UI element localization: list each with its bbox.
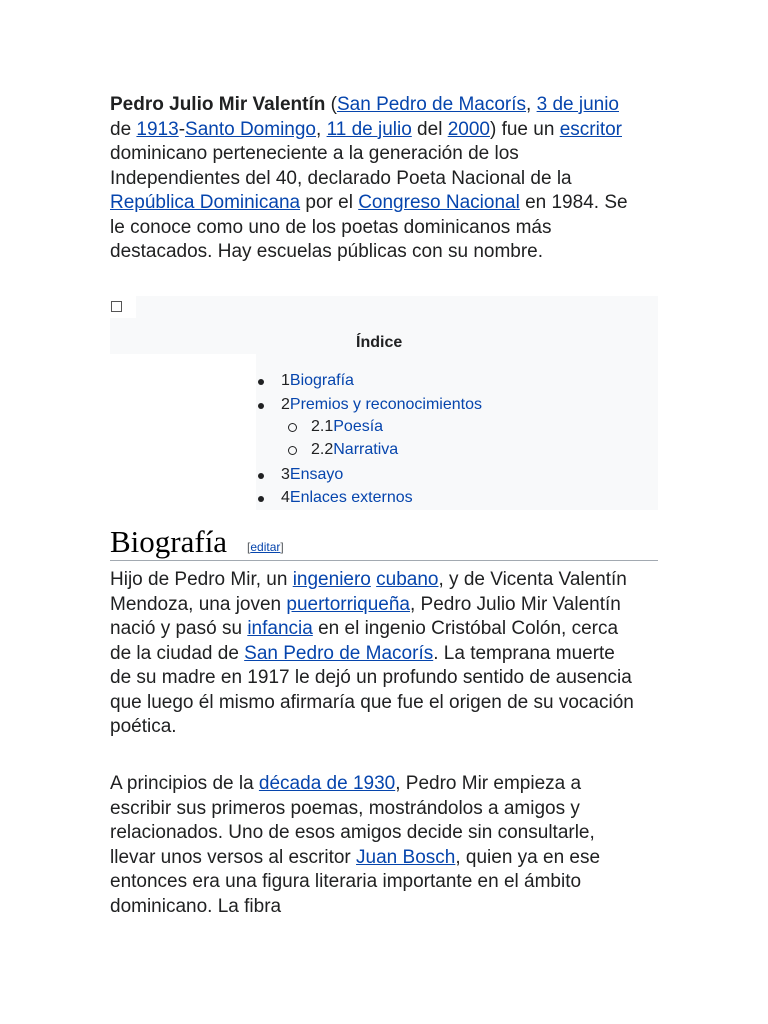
bullet-icon <box>258 379 264 385</box>
link-birthyear[interactable]: 1913 <box>136 118 179 140</box>
link-san-pedro-de-macoris[interactable]: San Pedro de Macorís <box>244 642 434 664</box>
edit-link[interactable]: editar <box>250 540 281 554</box>
toc-toggle-checkbox[interactable] <box>111 301 122 312</box>
bullet-icon <box>258 473 264 479</box>
section-heading-text: Biografía <box>110 524 228 559</box>
toc-link-narrativa[interactable]: Narrativa <box>333 441 399 458</box>
article-page: Pedro Julio Mir Valentín (San Pedro de Macorís, 3 de junio de 1913-Santo Domingo, 11 de julio del 2000) fue un escritor dominicano perteneciente a la generación de los Independientes del 40, declarado Poeta Nacional de la República Dominicana por el Congreso Nacional en 1984. Se le conoce como uno de los poetas dominicanos más destacados. Hay escuelas públicas con su nombre. Índice 1Biografía 2Premios y reconocimientos 2.1Poesía 2.2Narrativa 3Ensayo 4Enlaces externos Biografía [editar] Hijo de Pedro Mir, un ingeniero cubano, y de Vicenta Valentín Mendoza, una joven puertorriqueña, Pedro Julio Mir Valentín nació y pasó su infancia en el ingenio Cristóbal Colón, cerca de la ciudad de San Pedro de Macorís. La temprana muerte de su madre en 1917 le dejó un profundo sentido de ausencia que luego él mismo afirmaría que fue el origen de su vocación poética. A principios de la década de 1930, Pedro Mir empieza a escribir sus primeros poemas, mostrándolos a amigos y relacionados. Uno de esos amigos decide sin consultarle, llevar unos versos al escritor Juan Bosch, quien ya en ese entonces era una figura literaria importante en el ámbito dominicano. La fibra <box>0 0 768 1024</box>
link-country[interactable]: República Dominicana <box>110 192 301 213</box>
bullet-icon <box>258 496 264 502</box>
bullet-icon <box>258 403 264 409</box>
edit-section: [editar] <box>247 540 284 554</box>
toc-link-enlaces[interactable]: Enlaces externos <box>289 489 413 506</box>
link-deathplace[interactable]: Santo Domingo <box>185 118 316 140</box>
section-heading-biografia <box>110 524 658 561</box>
toc-link-ensayo[interactable]: Ensayo <box>289 466 344 483</box>
toc-link-premios[interactable]: Premios y reconocimientos <box>289 396 482 413</box>
link-puertorriquena[interactable]: puertorriqueña <box>286 593 410 615</box>
subject-name: Pedro Julio Mir Valentín <box>110 94 326 115</box>
intro-paragraph: Pedro Julio Mir Valentín (San Pedro de Macorís, 3 de junio de 1913-Santo Domingo, 11 de julio del 2000) fue un escritor dominicano perteneciente a la generación de los Independientes del 40, declarado Poeta Nacional de la República Dominicana por el Congreso Nacional en 1984. Se le conoce como uno de los poetas dominicanos más destacados. Hay escuelas públicas con su nombre. <box>110 94 628 262</box>
link-writer[interactable]: escritor <box>559 118 622 140</box>
link-juan-bosch[interactable]: Juan Bosch <box>356 846 456 868</box>
toc-link-biografia[interactable]: Biografía <box>289 372 354 389</box>
link-birthplace[interactable]: San Pedro de Macorís <box>336 94 527 115</box>
bio-paragraph-2: A principios de la década de 1930, Pedro Mir empieza a escribir sus primeros poemas, mostrándolos a amigos y relacionados. Uno de esos amigos decide sin consultarle, llevar unos versos al escritor Juan Bosch, quien ya en ese entonces era una figura literaria importante en el ámbito dominicano. La fibra <box>110 773 601 917</box>
link-engineer[interactable]: ingeniero <box>292 569 371 590</box>
link-decada-1930[interactable]: década de 1930 <box>258 773 396 794</box>
toc-link-poesia[interactable]: Poesía <box>333 418 384 435</box>
bio-paragraph-1: Hijo de Pedro Mir, un ingeniero cubano, y de Vicenta Valentín Mendoza, una joven puertorriqueña, Pedro Julio Mir Valentín nació y pasó su infancia en el ingenio Cristóbal Colón, cerca de la ciudad de San Pedro de Macorís. La temprana muerte de su madre en 1917 le dejó un profundo sentido de ausencia que luego él mismo afirmaría que fue el origen de su vocación poética. <box>110 569 634 737</box>
link-infancia[interactable]: infancia <box>247 618 313 639</box>
circle-bullet-icon <box>288 446 297 455</box>
toc-title: Índice <box>356 334 403 351</box>
link-deathday[interactable]: 11 de julio <box>326 118 412 140</box>
link-birthday[interactable]: 3 de junio <box>536 94 619 115</box>
link-deathyear[interactable]: 2000 <box>447 118 490 140</box>
link-congress[interactable]: Congreso Nacional <box>358 192 520 213</box>
circle-bullet-icon <box>288 423 297 432</box>
link-cuban[interactable]: cubano <box>376 569 439 590</box>
